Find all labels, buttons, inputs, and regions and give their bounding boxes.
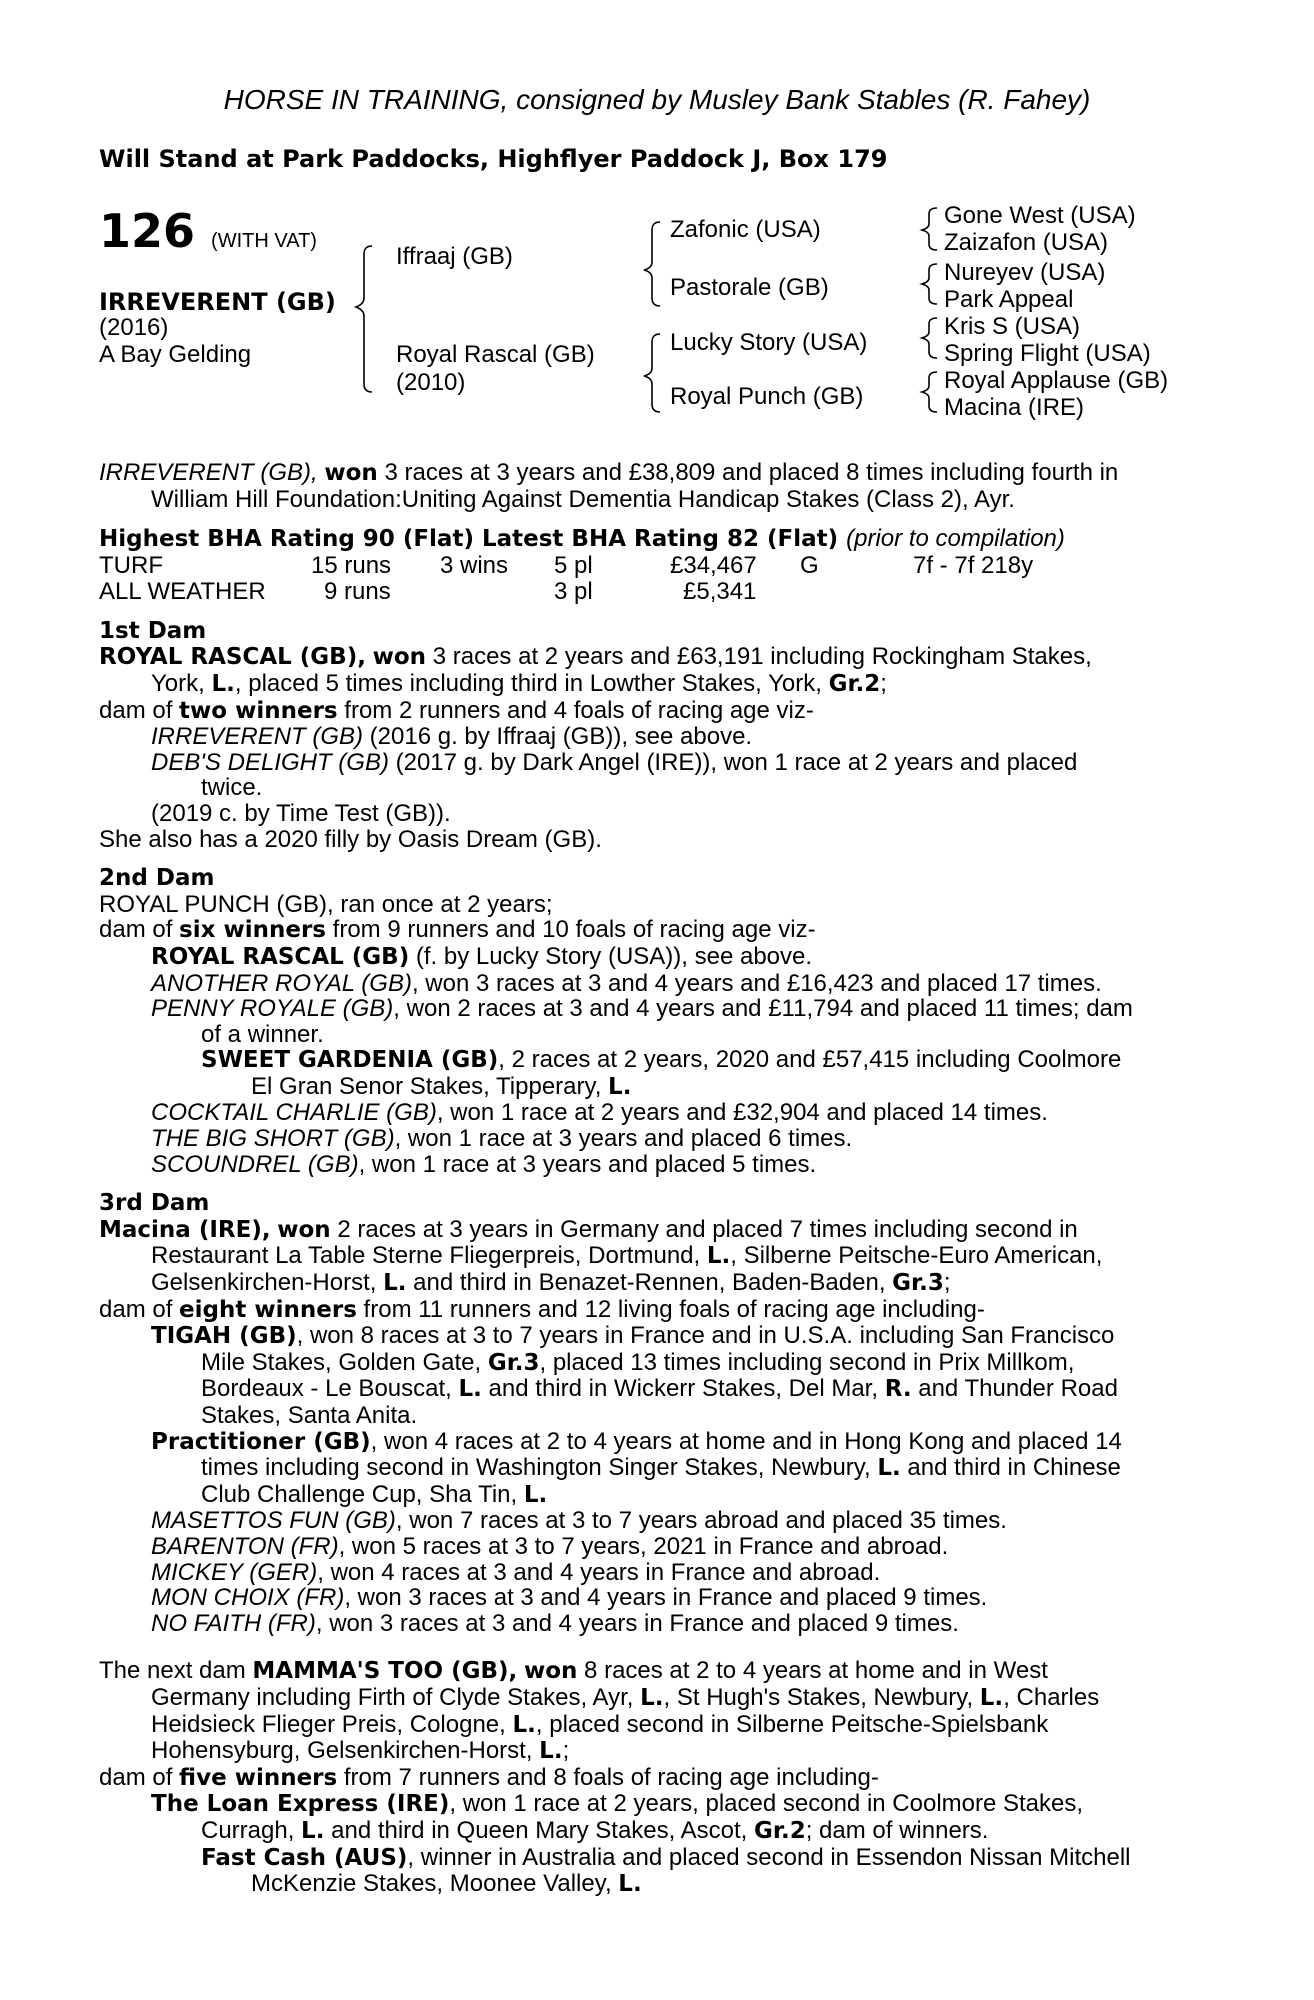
dam2-progeny-1: ROYAL RASCAL (GB) (f. by Lucky Story (USA)), see above. <box>151 942 813 970</box>
dam3-tigah-4: Stakes, Santa Anita. <box>201 1402 418 1429</box>
pedigree-ssd: Zaizafon (USA) <box>944 229 1109 256</box>
nextdam-line-1: The next dam MAMMA'S TOO (GB), won 8 races at 2 to 4 years at home and in West <box>99 1657 1048 1685</box>
dam3-line-3: Gelsenkirchen-Horst, L. and third in Benazet-Rennen, Baden-Baden, Gr.3; <box>151 1269 951 1297</box>
lot-header-title: HORSE IN TRAINING, consigned by Musley Bank Stables (R. Fahey) <box>223 84 1091 115</box>
stand-location: Will Stand at Park Paddocks, Highflyer Paddock J, Box 179 <box>99 145 888 173</box>
pedigree-dam-dam: Royal Punch (GB) <box>670 383 864 410</box>
horse-year: (2016) <box>99 314 169 341</box>
summary-line-2: William Hill Foundation:Uniting Against Dementia Handicap Stakes (Class 2), Ayr. <box>151 485 1015 513</box>
dam3-tigah-1: TIGAH (GB), won 8 races at 3 to 7 years in France and in U.S.A. including San Francisco <box>151 1322 1115 1350</box>
dam2-progeny-4: SWEET GARDENIA (GB), 2 races at 2 years, 2020 and £57,415 including Coolmore <box>201 1046 1122 1074</box>
pedigree-dam-year: (2010) <box>396 369 466 396</box>
dam2-progeny-7: SCOUNDREL (GB), won 1 race at 3 years and placed 5 times. <box>151 1150 817 1178</box>
nextdam-line-4: Hohensyburg, Gelsenkirchen-Horst, L.; <box>151 1737 570 1765</box>
dam3-m3: MICKEY (GER), won 4 races at 3 and 4 years in France and abroad. <box>151 1558 881 1586</box>
dam3-line-1: Macina (IRE), won 2 races at 3 years in Germany and placed 7 times including second in <box>99 1215 1078 1243</box>
section-gap <box>99 1636 1205 1658</box>
pedigree-sds: Nureyev (USA) <box>944 259 1106 286</box>
dam2-progeny-4b: El Gran Senor Stakes, Tipperary, L. <box>251 1072 632 1100</box>
pedigree-dsd: Spring Flight (USA) <box>944 340 1151 367</box>
lot-number-value: 126 <box>99 204 196 258</box>
dam1-progeny-2b: twice. <box>201 774 263 802</box>
dam3-heading: 3rd Dam <box>99 1190 210 1217</box>
dam1-progeny-3: (2019 c. by Time Test (GB)). <box>151 799 451 827</box>
dam2-progeny-6: THE BIG SHORT (GB), won 1 race at 3 years and placed 6 times. <box>151 1125 853 1153</box>
dam1-progeny-2: DEB'S DELIGHT (GB) (2017 g. by Dark Angel (IRE)), won 1 race at 2 years and placed <box>151 748 1078 776</box>
pedigree-dam: Royal Rascal (GB) <box>396 341 595 368</box>
summary-line-1: IRREVERENT (GB), won 3 races at 3 years and £38,809 and placed 8 times including fourth in <box>99 459 1119 486</box>
dam1-also: She also has a 2020 filly by Oasis Dream (GB). <box>99 825 602 853</box>
horse-name: IRREVERENT (GB) <box>99 288 336 316</box>
dam3-m1: MASETTOS FUN (GB), won 7 races at 3 to 7 years abroad and placed 35 times. <box>151 1507 1007 1535</box>
dam2-heading: 2nd Dam <box>99 865 215 892</box>
dam1-line-2: York, L., placed 5 times including third in Lowther Stakes, York, Gr.2; <box>151 669 887 697</box>
pedigree-dds: Royal Applause (GB) <box>944 367 1169 394</box>
nextdam-line-2: Germany including Firth of Clyde Stakes, Ayr, L., St Hugh's Stakes, Newbury, L., Charles <box>151 1683 1100 1711</box>
dam3-m2: BARENTON (FR), won 5 races at 3 to 7 years, 2021 in France and abroad. <box>151 1532 949 1560</box>
dam3-tigah-2: Mile Stakes, Golden Gate, Gr.3, placed 13 times including second in Prix Millkom, <box>201 1348 1075 1376</box>
pedigree-sire-dam: Pastorale (GB) <box>670 274 829 301</box>
dam3-tigah-3: Bordeaux - Le Bouscat, L. and third in Wickerr Stakes, Del Mar, R. and Thunder Road <box>201 1375 1118 1403</box>
pedigree-sire: Iffraaj (GB) <box>396 243 513 270</box>
dam1-damof: dam of two winners from 2 runners and 4 foals of racing age viz- <box>99 696 814 724</box>
vat-label: (WITH VAT) <box>211 230 317 252</box>
ratings-aw-row: ALL WEATHER 9 runs 3 pl £5,341 <box>99 577 757 605</box>
dam3-prac-3: Club Challenge Cup, Sha Tin, L. <box>201 1480 548 1508</box>
pedigree-sire-sire: Zafonic (USA) <box>670 216 821 243</box>
dam3-m4: MON CHOIX (FR), won 3 races at 3 and 4 years in France and placed 9 times. <box>151 1584 988 1612</box>
pedigree-ddd: Macina (IRE) <box>944 394 1085 421</box>
dam2-progeny-3: PENNY ROYALE (GB), won 2 races at 3 and 4 years and £11,794 and placed 11 times; dam <box>151 995 1133 1023</box>
dam2-line-1: ROYAL PUNCH (GB), ran once at 2 years; <box>99 890 553 918</box>
dam1-progeny-1: IRREVERENT (GB) (2016 g. by Iffraaj (GB)), see above. <box>151 723 753 751</box>
ratings-line: Highest BHA Rating 90 (Flat) Latest BHA Rating 82 (Flat) (prior to compilation) <box>99 525 1065 553</box>
dam1-heading: 1st Dam <box>99 617 207 644</box>
dam2-progeny-5: COCKTAIL CHARLIE (GB), won 1 race at 2 years and £32,904 and placed 14 times. <box>151 1099 1048 1127</box>
pedigree-dss: Kris S (USA) <box>944 313 1081 340</box>
nextdam-fast-1: Fast Cash (AUS), winner in Australia and placed second in Essendon Nissan Mitchell <box>201 1843 1131 1871</box>
nextdam-fast-2: McKenzie Stakes, Moonee Valley, L. <box>251 1870 642 1898</box>
dam2-progeny-3b: of a winner. <box>201 1020 324 1048</box>
dam3-prac-2: times including second in Washington Singer Stakes, Newbury, L. and third in Chinese <box>201 1454 1121 1482</box>
nextdam-loan-2: Curragh, L. and third in Queen Mary Stakes, Ascot, Gr.2; dam of winners. <box>201 1816 989 1844</box>
dam1-line-1: ROYAL RASCAL (GB), won 3 races at 2 years and £63,191 including Rockingham Stakes, <box>99 643 1092 671</box>
ratings-turf-row: TURF 15 runs 3 wins 5 pl £34,467 G 7f - 7f 218y <box>99 551 1034 579</box>
dam2-damof: dam of six winners from 9 runners and 10 foals of racing age viz- <box>99 916 816 944</box>
horse-description: A Bay Gelding <box>99 341 252 368</box>
pedigree-dam-sire: Lucky Story (USA) <box>670 329 868 356</box>
dam3-damof: dam of eight winners from 11 runners and 12 living foals of racing age including- <box>99 1295 985 1323</box>
catalogue-body <box>99 460 1205 1898</box>
dam3-prac-1: Practitioner (GB), won 4 races at 2 to 4 years at home and in Hong Kong and placed 14 <box>151 1427 1122 1455</box>
pedigree-sdd: Park Appeal <box>944 286 1074 313</box>
dam3-m5: NO FAITH (FR), won 3 races at 3 and 4 years in France and placed 9 times. <box>151 1609 959 1637</box>
nextdam-loan-1: The Loan Express (IRE), won 1 race at 2 years, placed second in Coolmore Stakes, <box>151 1790 1084 1818</box>
nextdam-damof: dam of five winners from 7 runners and 8 foals of racing age including- <box>99 1763 879 1791</box>
nextdam-line-3: Heidsieck Flieger Preis, Cologne, L., placed second in Silberne Peitsche-Spielsbank <box>151 1710 1049 1738</box>
dam3-line-2: Restaurant La Table Sterne Fliegerpreis, Dortmund, L., Silberne Peitsche-Euro American, <box>151 1242 1103 1270</box>
pedigree-sss: Gone West (USA) <box>944 202 1136 229</box>
dam2-progeny-2: ANOTHER ROYAL (GB), won 3 races at 3 and 4 years and £16,423 and placed 17 times. <box>151 969 1102 997</box>
